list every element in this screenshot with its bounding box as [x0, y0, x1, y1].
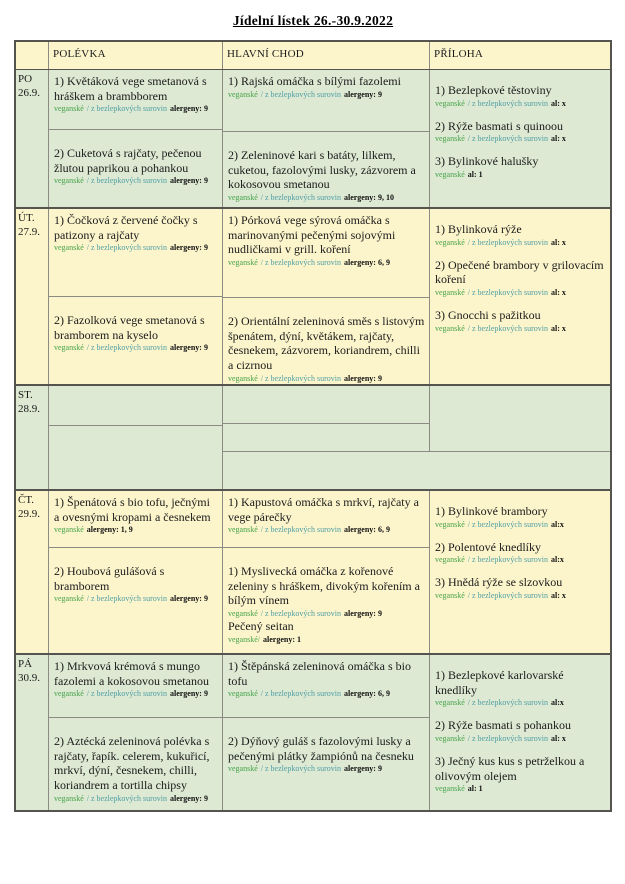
side-cell — [430, 70, 610, 207]
main-cell — [223, 655, 429, 718]
dish-tags — [435, 555, 606, 565]
allergens-label: alergeny: 6, 9 — [343, 689, 390, 699]
dish-name: 2) Fazolková vege smetanová s bramborem na kyselo — [54, 313, 205, 342]
dish-tags — [228, 635, 425, 645]
vegan-label: veganské — [54, 525, 84, 535]
day-row-čt — [16, 489, 610, 653]
main-column — [223, 491, 430, 653]
soup-column — [49, 655, 223, 810]
day-row-st — [16, 384, 610, 489]
vegan-label: veganské — [54, 176, 84, 186]
dish-name: 1) Bezlepkové těstoviny — [435, 83, 552, 97]
dish-tags — [54, 525, 218, 535]
vegan-label: veganské — [435, 784, 465, 794]
day-label: ČT. — [18, 494, 34, 506]
side-item — [435, 754, 606, 794]
dish-tags — [54, 343, 218, 353]
allergens-label: alergeny: 9 — [169, 689, 208, 699]
day-label: ÚT. — [18, 212, 35, 224]
allergens-label: al: x — [550, 733, 566, 743]
glutenfree-label: / z bezlepkových surovin — [467, 555, 548, 565]
soup-cell — [49, 718, 222, 810]
dish-tags — [435, 734, 606, 744]
allergens-label: alergeny: 1 — [263, 634, 301, 644]
dish-name: 1) Mrkvová krémová s mungo fazolemi a kokosovou smetanou — [54, 659, 209, 688]
allergens-label: al: 1 — [467, 169, 483, 179]
allergens-label: alergeny: 9 — [343, 608, 382, 618]
day-date: 30.9. — [18, 672, 40, 685]
dish-tags — [54, 243, 218, 253]
day-row-po — [16, 69, 610, 207]
glutenfree-label: / z bezlepkových surovin — [86, 243, 167, 253]
vegan-label: veganské — [54, 689, 84, 699]
header-cell-main: HLAVNÍ CHOD — [223, 42, 430, 69]
glutenfree-label: / z bezlepkových surovin — [86, 793, 167, 803]
allergens-label: al:x — [550, 555, 564, 565]
dish-tags — [435, 134, 606, 144]
soup-column — [49, 386, 223, 489]
allergens-label: al: x — [550, 237, 566, 247]
dish-tags — [435, 288, 606, 298]
vegan-label: veganské — [54, 793, 84, 803]
allergens-label: alergeny: 9 — [343, 89, 382, 99]
dish-tags — [54, 794, 218, 804]
day-cell — [16, 655, 49, 810]
vegan-label: veganské — [435, 519, 465, 529]
glutenfree-label: / z bezlepkových surovin — [86, 176, 167, 186]
main-cell — [223, 491, 429, 548]
vegan-label: veganské — [228, 257, 258, 267]
day-row-pá — [16, 653, 610, 810]
main-column — [223, 70, 430, 207]
soup-cell — [49, 548, 222, 653]
dish-name: 2) Houbová gulášová s bramborem — [54, 564, 165, 593]
merged-bottom-cell — [223, 451, 610, 489]
dish-name: 3) Bylinkové halušky — [435, 154, 539, 169]
glutenfree-label: / z bezlepkových surovin — [467, 323, 548, 333]
dish-name: 1) Myslivecká omáčka z kořenové zeleniny s hráškem, divokým kořením a bílým vínem — [228, 564, 420, 608]
dish-name: 2) Orientální zeleninová směs s listovým špenátem, dýní, květákem, rajčaty, česnekem, zázvorem, koriandrem, chilli a cizrnou — [228, 314, 425, 372]
glutenfree-label: / z bezlepkových surovin — [86, 104, 167, 114]
dish-name: 2) Aztécká zeleninová polévka s rajčaty, řapík. celerem, kukuřicí, mrkví, dýní, česnekem, chilli, koriandrem a tortilla chipsy — [54, 734, 210, 792]
dish-tags — [228, 193, 425, 203]
allergens-label: alergeny: 9 — [169, 594, 208, 604]
vegan-label: veganské — [435, 590, 465, 600]
vegan-label: veganské — [435, 237, 465, 247]
soup-cell — [49, 426, 222, 489]
dish-name: 2) Zeleninové kari s batáty, lilkem, cuketou, fazolovými lusky, zázvorem a kokosovou smetanou — [228, 148, 416, 192]
allergens-label: al: x — [550, 323, 566, 333]
table-header-row — [16, 42, 610, 69]
dish-name: 1) Špenátová s bio tofu, ječnými a ovesnými kropami a česnekem — [54, 495, 211, 524]
dish-tags — [435, 324, 606, 334]
dish-name: 1) Pórková vege sýrová omáčka s marinovanými pečenými sojovými nudličkami v grill. koření — [228, 213, 396, 257]
allergens-label: alergeny: 9 — [169, 793, 208, 803]
dish-tags — [228, 689, 425, 699]
vegan-label: veganské/ — [228, 634, 260, 644]
day-cell — [16, 209, 49, 384]
dish-name: 1) Bylinková rýže — [435, 222, 522, 236]
vegan-label: veganské — [228, 192, 258, 202]
allergens-label: alergeny: 1, 9 — [86, 525, 133, 535]
glutenfree-label: / z bezlepkových surovin — [86, 594, 167, 604]
glutenfree-label: / z bezlepkových surovin — [260, 257, 341, 267]
allergens-label: al: 1 — [467, 784, 483, 794]
dish-name: 1) Bylinkové brambory — [435, 504, 548, 518]
dish-tags — [54, 176, 218, 186]
dish-name: Pečený seitan — [228, 618, 294, 633]
allergens-label: al: x — [550, 287, 566, 297]
side-item — [435, 119, 606, 145]
vegan-label: veganské — [54, 343, 84, 353]
vegan-label: veganské — [54, 243, 84, 253]
menu-table — [14, 40, 612, 812]
side-item — [435, 308, 606, 334]
main-cell — [223, 209, 429, 298]
day-cell — [16, 491, 49, 653]
dish-tags — [228, 764, 425, 774]
dish-tags — [435, 238, 606, 248]
dish-name: 1) Štěpánská zeleninová omáčka s bio tofu — [228, 659, 411, 688]
vegan-label: veganské — [435, 323, 465, 333]
vegan-label: veganské — [435, 134, 465, 144]
dish-tags — [435, 591, 606, 601]
merged-right-group — [223, 386, 610, 489]
vegan-label: veganské — [435, 287, 465, 297]
side-item — [435, 258, 606, 298]
main-cell — [223, 298, 429, 384]
soup-column — [49, 70, 223, 207]
vegan-label: veganské — [54, 104, 84, 114]
side-item — [435, 504, 606, 530]
vegan-label: veganské — [228, 373, 258, 383]
soup-column — [49, 491, 223, 653]
dish-tags — [228, 258, 425, 268]
glutenfree-label: / z bezlepkových surovin — [467, 134, 548, 144]
dish-tags — [435, 784, 606, 794]
dish-tags — [435, 99, 606, 109]
allergens-label: alergeny: 9 — [343, 373, 382, 383]
main-cell — [223, 548, 429, 653]
page-title: Jídelní lístek 26.-30.9.2022 — [232, 13, 394, 28]
allergens-label: al: x — [550, 590, 566, 600]
dish-name: 1) Kapustová omáčka s mrkví, rajčaty a vege párečky — [228, 495, 419, 524]
glutenfree-label: / z bezlepkových surovin — [260, 192, 341, 202]
glutenfree-label: / z bezlepkových surovin — [467, 698, 548, 708]
glutenfree-label: / z bezlepkových surovin — [260, 689, 341, 699]
soup-cell — [49, 70, 222, 130]
day-date: 28.9. — [18, 403, 40, 416]
vegan-label: veganské — [435, 698, 465, 708]
soup-column — [49, 209, 223, 384]
allergens-label: al:x — [550, 519, 564, 529]
glutenfree-label: / z bezlepkových surovin — [467, 519, 548, 529]
merged-top — [223, 386, 610, 451]
day-date: 27.9. — [18, 226, 40, 239]
allergens-label: alergeny: 9 — [169, 104, 208, 114]
glutenfree-label: / z bezlepkových surovin — [260, 373, 341, 383]
allergens-label: al: x — [550, 134, 566, 144]
day-label: PÁ — [18, 658, 33, 670]
header-cell-soup: POLÉVKA — [49, 42, 223, 69]
allergens-label: alergeny: 9, 10 — [343, 192, 394, 202]
vegan-label: veganské — [435, 98, 465, 108]
dish-tags — [228, 609, 425, 619]
side-cell — [430, 209, 610, 384]
dish-name: 2) Polentové knedlíky — [435, 539, 541, 554]
day-cell — [16, 386, 49, 489]
soup-cell — [49, 209, 222, 297]
allergens-label: alergeny: 6, 9 — [343, 525, 390, 535]
glutenfree-label: / z bezlepkových surovin — [86, 689, 167, 699]
side-cell — [430, 491, 610, 653]
main-cell — [223, 70, 429, 132]
side-item — [435, 222, 606, 248]
glutenfree-label: / z bezlepkových surovin — [260, 89, 341, 99]
day-cell — [16, 70, 49, 207]
header-cell-side: PŘÍLOHA — [434, 48, 484, 60]
header-cell-day — [16, 42, 49, 69]
dish-name: 2) Cuketová s rajčaty, pečenou žlutou paprikou a pohankou — [54, 146, 202, 175]
dish-name: 1) Květáková vege smetanová s hráškem a brambborem — [54, 74, 207, 103]
main-column — [223, 655, 430, 810]
glutenfree-label: / z bezlepkových surovin — [260, 608, 341, 618]
vegan-label: veganské — [228, 608, 258, 618]
side-item — [435, 154, 606, 180]
side-cell — [430, 655, 610, 810]
dish-tags — [435, 698, 606, 708]
dish-name: 1) Bezlepkové karlovarské knedlíky — [435, 668, 564, 697]
allergens-label: alergeny: 9 — [343, 764, 382, 774]
table-body — [16, 69, 610, 810]
vegan-label: veganské — [228, 525, 258, 535]
dish-tags — [435, 520, 606, 530]
allergens-label: alergeny: 9 — [169, 343, 208, 353]
glutenfree-label: / z bezlepkových surovin — [260, 764, 341, 774]
allergens-label: alergeny: 6, 9 — [343, 257, 390, 267]
dish-tags — [54, 104, 218, 114]
dish-name: 1) Čočková z červené čočky s patizony a rajčaty — [54, 213, 198, 242]
vegan-label: veganské — [435, 169, 465, 179]
soup-cell — [49, 297, 222, 384]
dish-tags — [228, 90, 425, 100]
dish-tags — [54, 594, 218, 604]
dish-tags — [228, 374, 425, 384]
vegan-label: veganské — [54, 594, 84, 604]
side-item — [435, 83, 606, 109]
soup-cell — [49, 130, 222, 207]
day-label: ST. — [18, 389, 33, 401]
glutenfree-label: / z bezlepkových surovin — [467, 98, 548, 108]
day-label: PO — [18, 73, 33, 85]
vegan-label: veganské — [228, 689, 258, 699]
dish-name: 3) Gnocchi s pažitkou — [435, 307, 541, 322]
dish-name: 3) Ječný kus kus s petrželkou a olivovým olejem — [435, 753, 585, 783]
side-item — [435, 668, 606, 708]
day-date: 26.9. — [18, 87, 40, 100]
dish-name: 2) Opečené brambory v grilovacím koření — [435, 257, 604, 287]
glutenfree-label: / z bezlepkových surovin — [86, 343, 167, 353]
vegan-label: veganské — [228, 89, 258, 99]
main-subcell-empty — [223, 386, 429, 424]
glutenfree-label: / z bezlepkových surovin — [260, 525, 341, 535]
main-column — [223, 209, 430, 384]
main-cell — [223, 132, 429, 207]
dish-name: 3) Hnědá rýže se slzovkou — [435, 575, 563, 590]
allergens-label: al: x — [550, 98, 566, 108]
side-item — [435, 575, 606, 601]
side-item — [435, 718, 606, 744]
vegan-label: veganské — [228, 764, 258, 774]
day-row-út — [16, 207, 610, 384]
allergens-label: alergeny: 9 — [169, 176, 208, 186]
glutenfree-label: / z bezlepkových surovin — [467, 237, 548, 247]
dish-name: 2) Rýže basmati s quinoou — [435, 118, 563, 133]
day-date: 29.9. — [18, 508, 40, 521]
glutenfree-label: / z bezlepkových surovin — [467, 287, 548, 297]
allergens-label: al:x — [550, 698, 564, 708]
main-cell — [223, 718, 429, 810]
vegan-label: veganské — [435, 555, 465, 565]
soup-cell — [49, 491, 222, 548]
side-item — [435, 540, 606, 566]
dish-name: 1) Rajská omáčka s bílými fazolemi — [228, 74, 401, 88]
side-cell-empty — [430, 386, 610, 451]
dish-tags — [228, 525, 425, 535]
dish-tags — [54, 689, 218, 699]
soup-cell — [49, 655, 222, 718]
dish-name: 2) Dýňový guláš s fazolovými lusky a pečenými plátky žampiónů na česneku — [228, 734, 414, 763]
main-cell-empty — [223, 386, 430, 451]
allergens-label: alergeny: 9 — [169, 243, 208, 253]
glutenfree-label: / z bezlepkových surovin — [467, 733, 548, 743]
dish-tags — [435, 170, 606, 180]
glutenfree-label: / z bezlepkových surovin — [467, 590, 548, 600]
soup-cell — [49, 386, 222, 426]
vegan-label: veganské — [435, 733, 465, 743]
dish-name: 2) Rýže basmati s pohankou — [435, 718, 571, 733]
